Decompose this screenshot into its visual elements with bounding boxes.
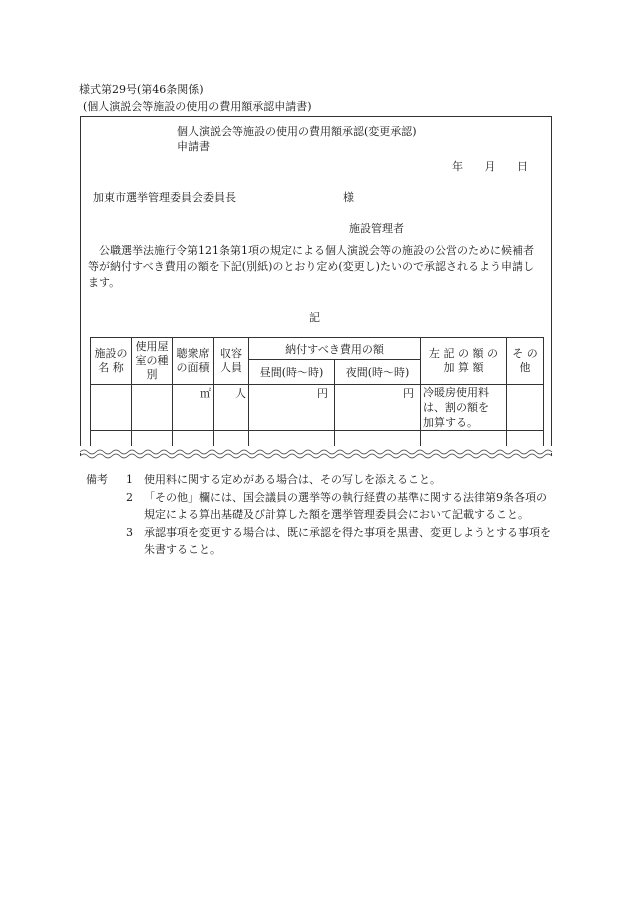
- ki-label: 記: [309, 311, 320, 324]
- header-fee-group: 納付すべき費用の額: [249, 338, 421, 360]
- cell-day-unit: 円: [249, 385, 335, 431]
- form-number: 様式第29号(第46条関係): [79, 83, 204, 96]
- table-header-row: [91, 338, 544, 360]
- addressee: 加東市選挙管理委員会委員長: [93, 191, 236, 204]
- cell-area-unit: ㎡: [173, 385, 214, 431]
- cell-room-type: [132, 385, 173, 431]
- header-addition: 左 記 の 額 の 加 算 額: [421, 338, 507, 385]
- remarks-section: [86, 471, 556, 559]
- form-title-line2: 申請書: [177, 140, 210, 153]
- remarks-label: 備考: [86, 473, 108, 486]
- date-line: 年 月 日: [452, 160, 528, 173]
- header-capacity: 収容 人員: [214, 338, 249, 385]
- header-audience-area: 聴衆席 の面積: [173, 338, 214, 385]
- cell-capacity-unit: 人: [214, 385, 249, 431]
- header-nighttime: 夜間(時〜時): [335, 360, 421, 385]
- wavy-cut-line: [80, 446, 554, 460]
- fee-table: [90, 337, 544, 451]
- header-room-type: 使用屋 室の種 別: [132, 338, 173, 385]
- remark-item-2: 2 「その他」欄には、国会議員の選挙等の執行経費の基準に関する法律第9条各項の規定による算出基礎及び計算した額を選挙管理委員会において記載すること。: [126, 490, 547, 521]
- form-title-line1: 個人演説会等施設の使用の費用額承認(変更承認): [177, 125, 417, 138]
- facility-manager-label: 施設管理者: [349, 222, 404, 235]
- application-body-text: 公職選挙法施行令第121条第1項の規定による個人演説会等の施設の公営のために候補者等が納付すべき費用の額を下記(別紙)のとおり定め(変更し)たいので承認されるよう申請します。: [88, 244, 534, 289]
- honorific: 様: [343, 191, 354, 204]
- cell-other: [507, 385, 544, 431]
- remark-item-3: 3 承認事項を変更する場合は、既に承認を得た事項を黒書、変更しようとする事項を朱書すること。: [126, 525, 551, 556]
- header-facility-name: 施設の 名 称: [91, 338, 132, 385]
- cell-facility-name: [91, 385, 132, 431]
- remark-item-1: 備考 1 使用料に関する定めがある場合は、その写しを添えること。: [86, 471, 556, 489]
- table-row: [91, 385, 544, 431]
- header-other: そ の 他: [507, 338, 544, 385]
- cell-addition-note: 冷暖房使用料 は、割の額を 加算する。: [421, 385, 507, 431]
- header-daytime: 昼間(時〜時): [249, 360, 335, 385]
- form-caption: (個人演説会等施設の使用の費用額承認申請書): [83, 100, 312, 113]
- cell-night-unit: 円: [335, 385, 421, 431]
